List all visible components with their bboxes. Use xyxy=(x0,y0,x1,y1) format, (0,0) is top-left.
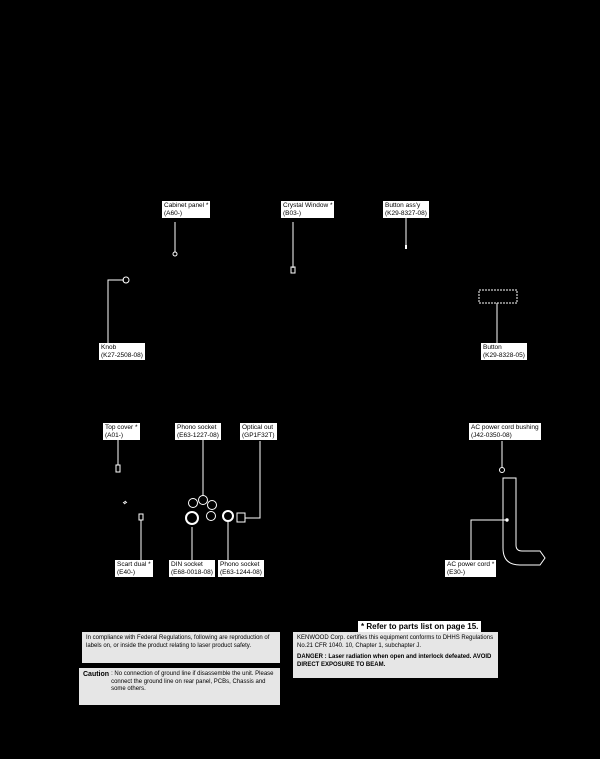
ac-bushing-part xyxy=(500,468,505,473)
phono-socket-jack-2 xyxy=(199,496,208,505)
optical-out-leader xyxy=(245,441,260,518)
phono-jack-4 xyxy=(207,512,216,521)
label-ac-power-cord: AC power cord * (E30-) xyxy=(447,561,495,576)
phono-socket-jack-3 xyxy=(208,501,217,510)
caution-text: : No connection of ground line if disassemble the unit. Please connect the ground line on rear panel, PCBs, Chassis and some others. xyxy=(111,671,274,692)
parts-list-note: * Refer to parts list on page 15. xyxy=(358,621,481,632)
label-knob: Knob (K27-2508-08) xyxy=(101,344,143,359)
phono-socket-bottom-part xyxy=(223,511,233,521)
phono-socket-jack-1 xyxy=(189,499,198,508)
knob-leader xyxy=(108,280,124,343)
danger-text: DANGER : Laser radiation when open and interlock defeated. AVOID DIRECT EXPOSURE TO BEAM. xyxy=(297,654,492,668)
label-phono-socket-top: Phono socket (E63-1227-08) xyxy=(177,424,219,439)
certification-text: KENWOOD Corp. certifies this equipment conforms to DHHS Regulations No.21 CFR 1040. 10, Chapter 1, subchapter J. xyxy=(297,635,494,649)
ac-power-cord-mark xyxy=(506,519,508,521)
certification-box xyxy=(293,632,498,678)
scart-dual-part xyxy=(139,514,143,520)
label-phono-socket-bottom: Phono socket (E63-1244-08) xyxy=(220,561,262,576)
small-screw-icon xyxy=(123,501,127,504)
label-button-assy: Button ass'y (K29-8327-08) xyxy=(385,202,427,217)
ac-power-cord-part xyxy=(503,478,545,565)
caution-box xyxy=(79,668,280,705)
optical-out-part xyxy=(237,513,245,522)
label-ac-bushing: AC power cord bushing (J42-0350-08) xyxy=(471,424,539,439)
label-button: Button (K29-8328-05) xyxy=(483,344,525,359)
button-part xyxy=(479,290,517,303)
top-cover-screw xyxy=(116,465,120,472)
label-optical-out: Optical out (GP1F32T) xyxy=(242,424,275,439)
label-din-socket: DIN socket (E68-0018-08) xyxy=(171,561,213,576)
compliance-text: In compliance with Federal Regulations, following are reproduction of labels on, or inside the product relating to laser product safety. xyxy=(86,635,270,649)
label-scart-dual: Scart dual * (E40-) xyxy=(117,561,151,576)
label-crystal-window: Crystal Window * (B03-) xyxy=(283,202,333,217)
compliance-box xyxy=(82,632,280,663)
cabinet-panel-screw xyxy=(173,252,177,256)
label-top-cover: Top cover * (A01-) xyxy=(105,424,138,439)
din-socket-part xyxy=(186,512,198,524)
label-cabinet-panel: Cabinet panel * (A60-) xyxy=(164,202,209,217)
caution-title: Caution xyxy=(83,671,110,678)
ac-power-cord-leader xyxy=(471,520,506,560)
